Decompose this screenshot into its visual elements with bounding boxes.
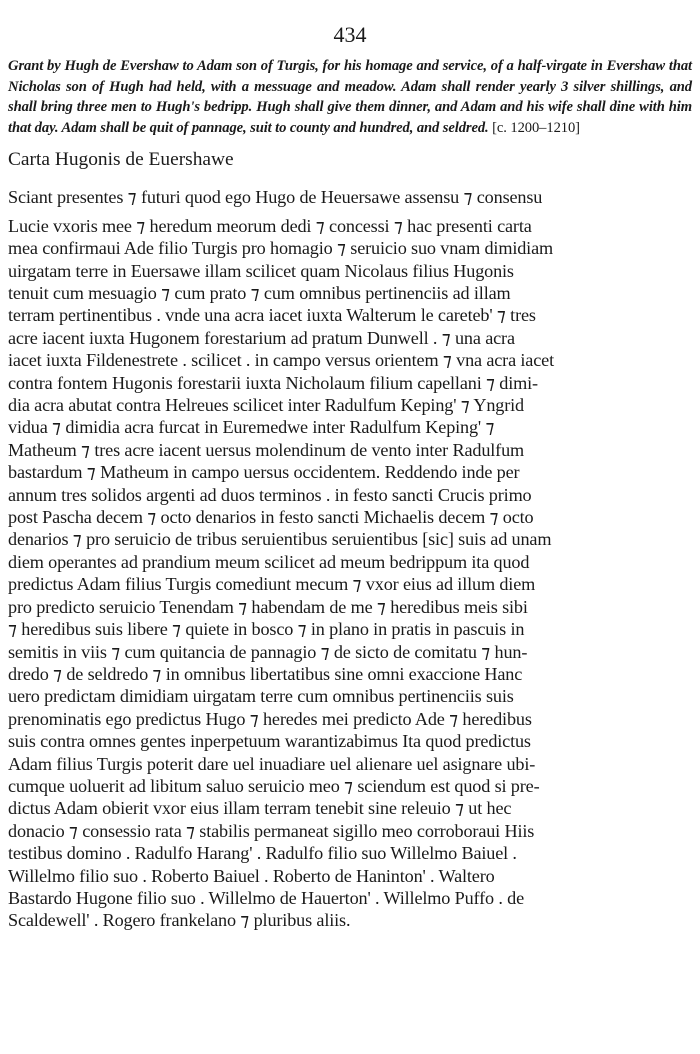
charter-line: tenuit cum mesuagio ⁊ cum prato ⁊ cum omnibus pertinenciis ad illam	[8, 283, 511, 303]
charter-line: donacio ⁊ consessio rata ⁊ stabilis permaneat sigillo meo corroboraui Hiis	[8, 820, 535, 841]
page-number: 434	[333, 22, 367, 47]
charter-line: Bastardo Hugone filio suo . Willelmo de Hauerton' . Willelmo Puffo . de	[8, 887, 524, 908]
charter-first-line: Sciant presentes ⁊ futuri quod ego Hugo de Heuersawe assensu ⁊ consensu	[8, 187, 543, 208]
charter-line: vidua ⁊ dimidia acra furcat in Euremedwe inter Radulfum Keping' ⁊	[8, 417, 495, 438]
charter-line: Lucie vxoris mee ⁊ heredum meorum dedi ⁊ concessi ⁊ hac presenti carta	[8, 215, 532, 236]
charter-line: iacet iuxta Fildenestrete . scilicet . in campo versus orientem ⁊ vna acra iacet	[8, 350, 554, 371]
charter-text	[8, 186, 692, 931]
charter-line: Adam filius Turgis poterit dare uel inuadiare uel alienare uel asignare ubi-	[8, 753, 536, 774]
charter-line: dredo ⁊ de seldredo ⁊ in omnibus libertatibus sine omni exaccione Hanc	[8, 663, 523, 684]
summary-date: [c. 1200–1210]	[492, 119, 580, 136]
charter-line: contra fontem Hugonis forestarii iuxta Nicholaum filium capellani ⁊ dimi-	[8, 372, 538, 393]
charter-line: annum tres solidos argenti ad duos terminos . in festo sancti Crucis primo	[8, 484, 532, 505]
charter-summary	[8, 56, 692, 138]
charter-line: uero predictam dimidiam uirgatam terre cum omnibus pertinenciis suis	[8, 686, 514, 707]
charter-line: Matheum ⁊ tres acre iacent uersus molendinum de vento inter Radulfum	[8, 439, 525, 460]
charter-line: prenominatis ego predictus Hugo ⁊ heredes mei predicto Ade ⁊ heredibus	[8, 708, 532, 729]
charter-line: acre iacent iuxta Hugonem forestarium ad pratum Dunwell . ⁊ una acra	[8, 327, 515, 348]
charter-line: testibus domino . Radulfo Harang' . Radulfo filio suo Willelmo Baiuel .	[8, 843, 517, 864]
charter-line: terram pertinentibus . vnde una acra iacet iuxta Walterum le careteb' ⁊ tres	[8, 305, 536, 326]
charter-line: bastardum ⁊ Matheum in campo uersus occidentem. Reddendo inde per	[8, 462, 520, 483]
charter-line: ⁊ heredibus suis libere ⁊ quiete in bosco ⁊ in plano in pratis in pascuis in	[8, 619, 525, 640]
charter-line: suis contra omnes gentes inperpetuum warantizabimus Ita quod predictus	[8, 731, 531, 752]
charter-line: Willelmo filio suo . Roberto Baiuel . Roberto de Haninton' . Waltero	[8, 865, 495, 886]
charter-line: dia acra abutat contra Helreues scilicet inter Radulfum Keping' ⁊ Yngrid	[8, 395, 524, 416]
charter-line: predictus Adam filius Turgis comediunt mecum ⁊ vxor eius ad illum diem	[8, 574, 536, 595]
charter-line: uirgatam terre in Euersawe illam scilicet quam Nicolaus filius Hugonis	[8, 260, 514, 281]
summary-text: Grant by Hugh de Evershaw to Adam son of Turgis, for his homage and service, of a half-virgate in Evershaw that Nicholas son of Hugh had held, with a messuage and meadow. Adam shall render yearly 3 silver shillings, and shall bring three men to Hugh's bedripp. Hugh shall give them dinner, and Adam and his wife shall dine with him that day. Adam shall be quit of pannage, suit to county and hundred, and seldred.	[8, 58, 692, 136]
charter-line: dictus Adam obierit vxor eius illam terram tenebit sine releuio ⁊ ut hec	[8, 798, 512, 819]
charter-line: mea confirmaui Ade filio Turgis pro homagio ⁊ seruicio suo vnam dimidiam	[8, 238, 553, 259]
charter-line: pro predicto seruicio Tenendam ⁊ habendam de me ⁊ heredibus meis sibi	[8, 596, 528, 617]
charter-line: post Pascha decem ⁊ octo denarios in festo sancti Michaelis decem ⁊ octo	[8, 507, 534, 528]
charter-heading: Carta Hugonis de Euershawe	[8, 149, 234, 171]
charter-line: Scaldewell' . Rogero frankelano ⁊ pluribus aliis.	[8, 910, 351, 931]
charter-line: cumque uoluerit ad libitum saluo seruicio meo ⁊ sciendum est quod si pre-	[8, 775, 540, 796]
charter-body	[8, 215, 692, 932]
charter-line: diem operantes ad prandium meum scilicet ad meum bedrippum ita quod	[8, 551, 530, 572]
charter-line: semitis in viis ⁊ cum quitancia de pannagio ⁊ de sicto de comitatu ⁊ hun-	[8, 641, 528, 662]
charter-line: denarios ⁊ pro seruicio de tribus seruientibus seruientibus [sic] suis ad unam	[8, 529, 552, 550]
